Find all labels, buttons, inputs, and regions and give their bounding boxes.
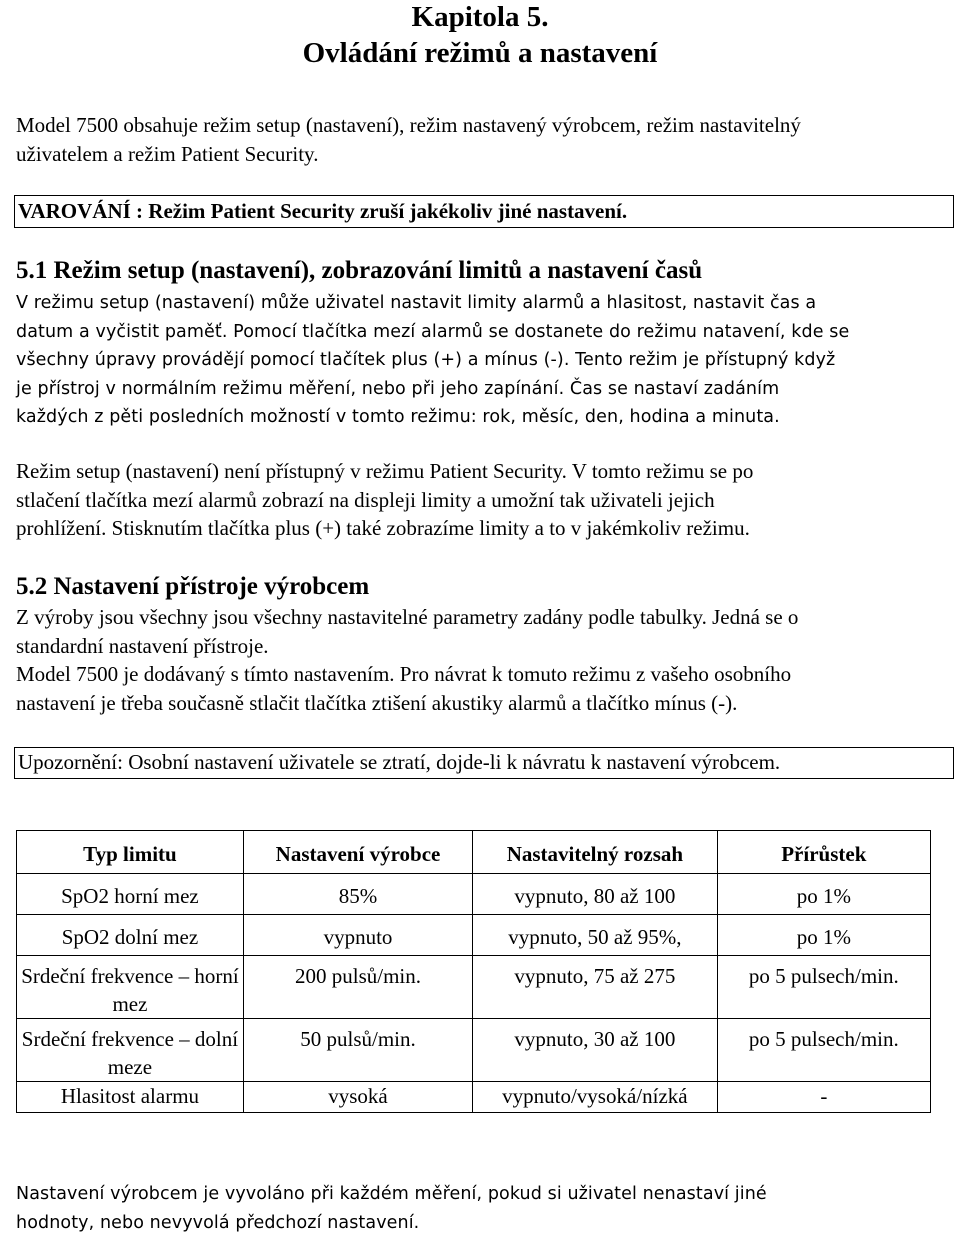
table-cell: vypnuto, 75 až 275 <box>473 956 718 1019</box>
section-5-2-heading: 5.2 Nastavení přístroje výrobcem <box>16 573 370 600</box>
text-line: datum a vyčistit paměť. Pomocí tlačítka mezí alarmů se dostanete do režimu natavení, kde se <box>16 321 850 342</box>
table-cell: Srdeční frekvence – horní mez <box>17 956 244 1019</box>
table-cell: SpO2 horní mez <box>17 874 244 915</box>
text-line: Nastavení výrobcem je vyvoláno při každém měření, pokud si uživatel nenastaví jiné <box>16 1184 767 1204</box>
table-cell: po 5 pulsech/min. <box>717 956 930 1019</box>
table-cell: Hlasitost alarmu <box>17 1082 244 1113</box>
footer-paragraph <box>16 1180 951 1237</box>
notice-box: Upozornění: Osobní nastavení uživatele se ztratí, dojde-li k návratu k nastavení výrobcem. <box>14 747 954 779</box>
chapter-number: Kapitola 5. <box>411 1 549 33</box>
text-line: hodnoty, nebo nevyvolá předchozí nastavení. <box>16 1212 420 1233</box>
text-line: nastavení je třeba současně stlačit tlačítka ztišení akustiky alarmů a tlačítko mínus (-). <box>16 690 738 715</box>
table-cell: Srdeční frekvence – dolní meze <box>17 1019 244 1082</box>
table-row <box>17 956 931 1019</box>
section-5-1-heading: 5.1 Režim setup (nastavení), zobrazování limitů a nastavení časů <box>16 257 703 284</box>
table-cell: 50 pulsů/min. <box>243 1019 472 1082</box>
table-cell: vypnuto/vysoká/nízká <box>473 1082 718 1113</box>
table-row <box>17 874 931 915</box>
section-5-1-paragraph-1 <box>16 289 951 432</box>
table-cell: - <box>717 1082 930 1113</box>
table-cell: vypnuto, 50 až 95%, <box>473 915 718 956</box>
section-5-1-paragraph-2 <box>16 457 951 543</box>
text-line: je přístroj v normálním režimu měření, nebo při jeho zapínání. Čas se nastaví zadáním <box>16 378 780 399</box>
header-cell: Nastavitelný rozsah <box>473 831 718 874</box>
table-cell: vypnuto, 80 až 100 <box>473 874 718 915</box>
text-line: standardní nastavení přístroje. <box>16 633 269 658</box>
table-header-row <box>17 831 931 874</box>
section-5-2-paragraph-2 <box>16 660 951 717</box>
warning-box: VAROVÁNÍ : Režim Patient Security zruší jakékoliv jiné nastavení. <box>14 195 954 228</box>
table-cell: vysoká <box>243 1082 472 1113</box>
table-cell: vypnuto, 30 až 100 <box>473 1019 718 1082</box>
intro-paragraph <box>16 111 951 168</box>
table-row <box>17 1019 931 1082</box>
text-line: každých z pěti posledních možností v tomto režimu: rok, měsíc, den, hodina a minuta. <box>16 407 780 427</box>
text-line: Model 7500 je dodávaný s tímto nastavením. Pro návrat k tomuto režimu z vašeho osobního <box>16 662 792 686</box>
table-cell: vypnuto <box>243 915 472 956</box>
table-row <box>17 1082 931 1113</box>
table-cell: 200 pulsů/min. <box>243 956 472 1019</box>
table-cell: po 5 pulsech/min. <box>717 1019 930 1082</box>
header-cell: Přírůstek <box>717 831 930 874</box>
text-line: stlačení tlačítka mezí alarmů zobrazí na displeji limity a umožní tak uživateli jejich <box>16 487 715 512</box>
header-cell: Nastavení výrobce <box>243 831 472 874</box>
chapter-title: Ovládání režimů a nastavení <box>302 37 658 69</box>
table-cell: 85% <box>243 874 472 915</box>
text-line: V režimu setup (nastavení) může uživatel nastavit limity alarmů a hlasitost, nastavit čas a <box>16 293 817 313</box>
section-5-2-paragraph-1 <box>16 603 951 660</box>
text-line: všechny úpravy provádějí pomocí tlačítek plus (+) a mínus (-). Tento režim je přístupný když <box>16 350 836 370</box>
text-line: Z výroby jsou všechny jsou všechny nastavitelné parametry zadány podle tabulky. Jedná se o <box>16 605 799 629</box>
text-line: Režim setup (nastavení) není přístupný v režimu Patient Security. V tomto režimu se po <box>16 459 754 483</box>
table-row <box>17 915 931 956</box>
header-cell: Typ limitu <box>17 831 244 874</box>
intro-line: uživatelem a režim Patient Security. <box>16 141 319 166</box>
intro-line: Model 7500 obsahuje režim setup (nastavení), režim nastavený výrobcem, režim nastavitelný <box>16 113 801 137</box>
table-cell: po 1% <box>717 915 930 956</box>
text-line: prohlížení. Stisknutím tlačítka plus (+) také zobrazíme limity a to v jakémkoliv režimu. <box>16 516 750 540</box>
factory-settings-table <box>16 830 931 1113</box>
table-cell: SpO2 dolní mez <box>17 915 244 956</box>
table-cell: po 1% <box>717 874 930 915</box>
